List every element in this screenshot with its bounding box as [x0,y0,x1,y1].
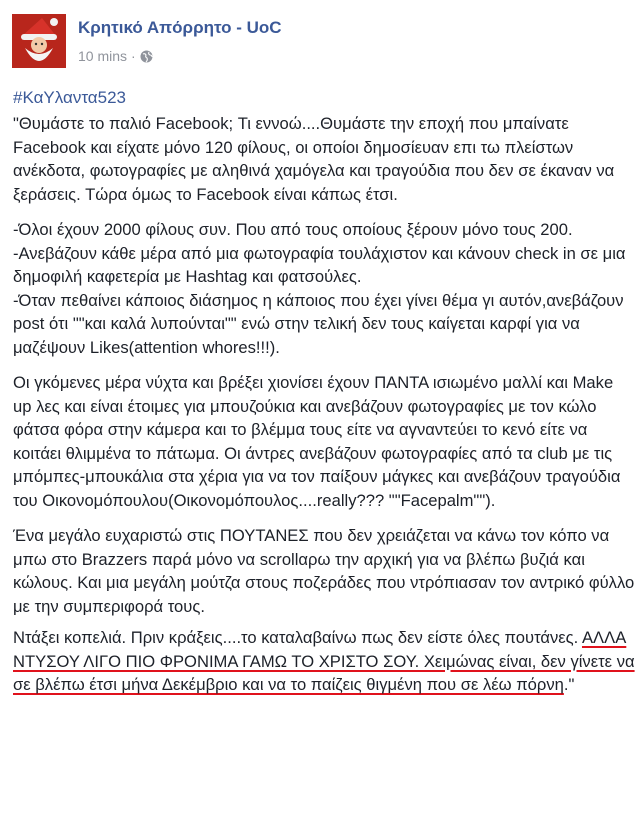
last-intro-text: Ντάξει κοπελιά. Πριν κράξεις....το καταλαβαίνω πως δεν είστε όλες πουτάνες. [13,628,582,647]
highlighted-text: ΑΛΛΑ ΝΤΥΣΟΥ ΛΙΓΟ ΠΙΟ ΦΡΟΝΙΜΑ ΓΑΜΩ ΤΟ ΧΡΙΣΤΟ ΣΟΥ. Χειμώνας είναι, δεν γίνετε να σε βλέπω έτσι μήνα Δεκέμβριο και να το παίζεις θιγμένη που σε λέω πόρνη [13,628,635,694]
meta-separator: · [131,48,136,64]
page-avatar[interactable] [12,14,66,68]
post-meta [78,48,153,66]
post-body [13,112,635,709]
post-paragraph: "Θυμάστε το παλιό Facebook; Τι εννοώ....Θυμάστε την εποχή που μπαίνατε Facebook και είχατε μόνο 120 φίλους, οι οποίοι δημοσίευαν επι τω πλείστων ανέκδοτα, φωτογραφίες με αληθινά χαμόγελα και τραγούδια που δεν σε έκαναν να ξεράσεις. Τώρα όμως το Facebook είναι κάπως έτσι. [13,114,615,204]
post-timestamp[interactable]: 10 mins [78,48,128,64]
post-paragraph: Οι γκόμενες μέρα νύχτα και βρέξει χιονίσει έχουν ΠΑΝΤΑ ισιωμένο μαλλί και Make up λες και είναι έτοιμες για μπουζούκια και ανεβάζουν φωτογραφίες με τον κώλο φάτσα φόρα στην κάμερα και το βλέμμα τους είτε να αγναντεύει το κενό είτε να κοιτάει θλιμμένα το πάτωμα. Οι άντρες ανεβάζουν φωτογραφίες από τα club με τις μπόμπες-μπουκάλια στα χέρια για να τον παίξουν μάγκες και ανεβάζουν τραγούδια του Οικονομόπουλου(Οικονομόπουλος....really??? ""Facepalm""). [13,373,621,510]
post-paragraph: Ένα μεγάλο ευχαριστώ στις ΠΟΥΤΑΝΕΣ που δεν χρειάζεται να κάνω τον κόπο να μπω στο Brazzers παρά μόνο να scrollαρω την αρχική για να βλέπω βυζιά και κώλους. Και μια μεγάλη μούτζα στους ποζεράδες που ντρόπιασαν τον αντρικό φύλλο με την συμπεριφορά τους. [13,526,635,616]
page-name-link[interactable]: Κρητικό Απόρρητο - UoC [78,18,282,37]
santa-avatar-icon [12,14,66,68]
post-header [0,0,642,80]
post-paragraph: -Όλοι έχουν 2000 φίλους συν. Που από τους οποίους ξέρουν μόνο τους 200. -Ανεβάζουν κάθε μέρα από μια φωτογραφία τουλάχιστον και κάνουν check in σε μια δημοφιλή καφετερία με Hashtag και φατσούλες. -Όταν πεθαίνει κάποιος διάσημος η κάποιος που έχει γίνει θέμα γι αυτόν,ανεβάζουν post ότι ""και καλά λυπούνται"" ενώ στην τελική δεν τους καίγεται καρφί για να μαζέψουν Likes(attention whores!!!). [13,220,626,357]
hashtag-link[interactable]: #ΚαΥλαντα523 [13,88,126,107]
globe-icon[interactable] [140,50,153,66]
closing-quote: ." [563,675,575,694]
post-paragraph-last [13,626,635,697]
